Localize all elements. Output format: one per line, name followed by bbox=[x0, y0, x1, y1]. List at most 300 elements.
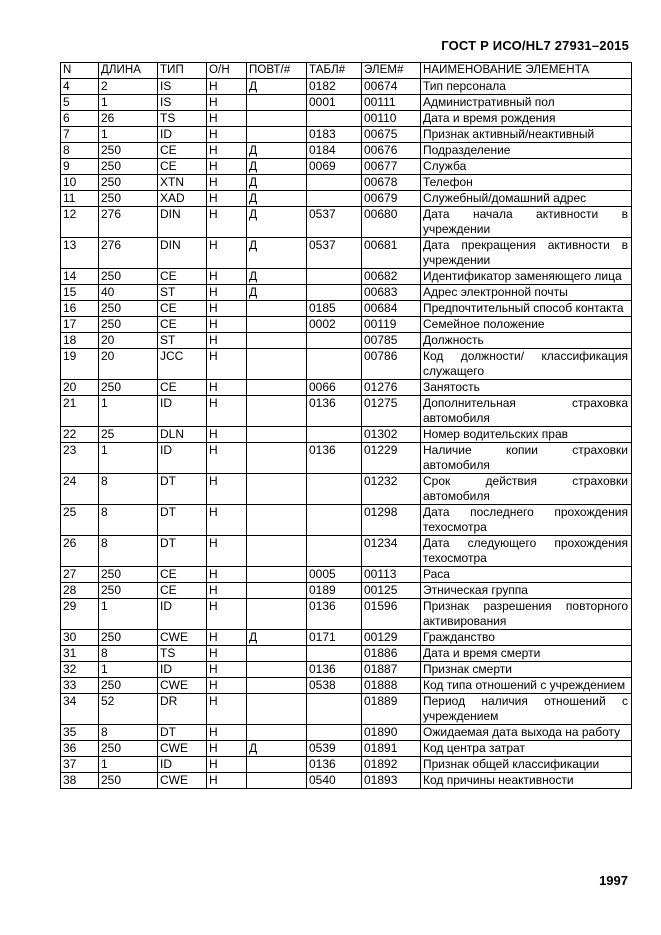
cell-optionality: Н bbox=[207, 191, 247, 207]
cell-n: 7 bbox=[61, 127, 99, 143]
cell-optionality: Н bbox=[207, 333, 247, 349]
cell-table-number bbox=[307, 427, 362, 443]
cell-optionality: Н bbox=[207, 427, 247, 443]
cell-table-number: 0539 bbox=[307, 741, 362, 757]
cell-element-name: Код причины неактивности bbox=[421, 773, 632, 789]
cell-type: ID bbox=[158, 599, 207, 630]
cell-length: 25 bbox=[99, 427, 158, 443]
cell-n: 21 bbox=[61, 396, 99, 427]
cell-n: 5 bbox=[61, 95, 99, 111]
cell-type: XTN bbox=[158, 175, 207, 191]
cell-table-number: 0136 bbox=[307, 396, 362, 427]
column-header-table-number: ТАБЛ# bbox=[307, 63, 362, 79]
table-row bbox=[61, 380, 632, 396]
cell-n: 28 bbox=[61, 583, 99, 599]
cell-repetition bbox=[247, 505, 307, 536]
cell-length: 276 bbox=[99, 207, 158, 238]
cell-optionality: Н bbox=[207, 662, 247, 678]
cell-element-name: Предпочтительный способ контакта bbox=[421, 301, 632, 317]
cell-table-number: 0136 bbox=[307, 599, 362, 630]
table-row bbox=[61, 111, 632, 127]
cell-repetition bbox=[247, 95, 307, 111]
table-row bbox=[61, 630, 632, 646]
cell-optionality: Н bbox=[207, 741, 247, 757]
cell-n: 18 bbox=[61, 333, 99, 349]
cell-optionality: Н bbox=[207, 630, 247, 646]
cell-type: CE bbox=[158, 567, 207, 583]
cell-n: 26 bbox=[61, 536, 99, 567]
cell-length: 8 bbox=[99, 725, 158, 741]
cell-element-number: 01596 bbox=[362, 599, 421, 630]
table-row bbox=[61, 536, 632, 567]
cell-type: CE bbox=[158, 269, 207, 285]
cell-element-number: 00681 bbox=[362, 238, 421, 269]
cell-type: CWE bbox=[158, 741, 207, 757]
cell-length: 1 bbox=[99, 127, 158, 143]
cell-table-number bbox=[307, 175, 362, 191]
cell-repetition bbox=[247, 349, 307, 380]
cell-length: 20 bbox=[99, 349, 158, 380]
cell-table-number: 0184 bbox=[307, 143, 362, 159]
cell-optionality: Н bbox=[207, 143, 247, 159]
cell-repetition bbox=[247, 111, 307, 127]
document-header: ГОСТ Р ИСО/HL7 27931–2015 bbox=[441, 38, 629, 53]
cell-optionality: Н bbox=[207, 646, 247, 662]
cell-n: 16 bbox=[61, 301, 99, 317]
cell-n: 14 bbox=[61, 269, 99, 285]
cell-repetition bbox=[247, 757, 307, 773]
cell-n: 17 bbox=[61, 317, 99, 333]
cell-n: 27 bbox=[61, 567, 99, 583]
column-header-repetition: ПОВТ/# bbox=[247, 63, 307, 79]
cell-optionality: Н bbox=[207, 79, 247, 95]
cell-type: ID bbox=[158, 127, 207, 143]
table-row bbox=[61, 349, 632, 380]
cell-element-name: Семейное положение bbox=[421, 317, 632, 333]
cell-n: 25 bbox=[61, 505, 99, 536]
cell-table-number bbox=[307, 694, 362, 725]
cell-type: ID bbox=[158, 396, 207, 427]
cell-table-number: 0185 bbox=[307, 301, 362, 317]
cell-length: 250 bbox=[99, 773, 158, 789]
cell-element-name: Дата и время рождения bbox=[421, 111, 632, 127]
cell-repetition: Д bbox=[247, 238, 307, 269]
cell-optionality: Н bbox=[207, 349, 247, 380]
cell-length: 250 bbox=[99, 380, 158, 396]
column-header-n: N bbox=[61, 63, 99, 79]
cell-optionality: Н bbox=[207, 175, 247, 191]
cell-optionality: Н bbox=[207, 599, 247, 630]
cell-n: 19 bbox=[61, 349, 99, 380]
cell-element-number: 00129 bbox=[362, 630, 421, 646]
cell-element-number: 00110 bbox=[362, 111, 421, 127]
cell-repetition bbox=[247, 474, 307, 505]
cell-element-number: 01893 bbox=[362, 773, 421, 789]
cell-n: 8 bbox=[61, 143, 99, 159]
cell-length: 8 bbox=[99, 474, 158, 505]
cell-n: 15 bbox=[61, 285, 99, 301]
cell-repetition: Д bbox=[247, 207, 307, 238]
cell-type: TS bbox=[158, 111, 207, 127]
cell-type: CE bbox=[158, 583, 207, 599]
table-body bbox=[61, 79, 632, 789]
cell-length: 8 bbox=[99, 505, 158, 536]
cell-type: DLN bbox=[158, 427, 207, 443]
cell-element-name: Признак разрешения повторного активирования bbox=[421, 599, 632, 630]
table-row bbox=[61, 646, 632, 662]
cell-element-name: Этническая группа bbox=[421, 583, 632, 599]
cell-element-name: Дата прекращения активности в учреждении bbox=[421, 238, 632, 269]
cell-optionality: Н bbox=[207, 725, 247, 741]
cell-element-number: 01275 bbox=[362, 396, 421, 427]
cell-length: 250 bbox=[99, 741, 158, 757]
table-row bbox=[61, 757, 632, 773]
cell-type: CE bbox=[158, 301, 207, 317]
cell-element-number: 01229 bbox=[362, 443, 421, 474]
cell-optionality: Н bbox=[207, 159, 247, 175]
cell-table-number: 0002 bbox=[307, 317, 362, 333]
cell-element-name: Ожидаемая дата выхода на работу bbox=[421, 725, 632, 741]
cell-n: 30 bbox=[61, 630, 99, 646]
cell-element-number: 00785 bbox=[362, 333, 421, 349]
cell-element-number: 01889 bbox=[362, 694, 421, 725]
cell-optionality: Н bbox=[207, 269, 247, 285]
cell-optionality: Н bbox=[207, 694, 247, 725]
table-row bbox=[61, 333, 632, 349]
cell-n: 12 bbox=[61, 207, 99, 238]
table-row bbox=[61, 269, 632, 285]
cell-length: 1 bbox=[99, 599, 158, 630]
cell-type: DT bbox=[158, 474, 207, 505]
cell-n: 23 bbox=[61, 443, 99, 474]
cell-element-name: Код типа отношений с учреждением bbox=[421, 678, 632, 694]
cell-table-number bbox=[307, 505, 362, 536]
table-row bbox=[61, 285, 632, 301]
cell-length: 250 bbox=[99, 317, 158, 333]
cell-optionality: Н bbox=[207, 111, 247, 127]
cell-table-number: 0136 bbox=[307, 757, 362, 773]
cell-n: 22 bbox=[61, 427, 99, 443]
cell-optionality: Н bbox=[207, 380, 247, 396]
cell-table-number: 0136 bbox=[307, 662, 362, 678]
cell-repetition bbox=[247, 396, 307, 427]
cell-repetition: Д bbox=[247, 79, 307, 95]
cell-n: 35 bbox=[61, 725, 99, 741]
table-row bbox=[61, 474, 632, 505]
cell-type: CE bbox=[158, 159, 207, 175]
cell-n: 38 bbox=[61, 773, 99, 789]
cell-n: 31 bbox=[61, 646, 99, 662]
cell-length: 8 bbox=[99, 536, 158, 567]
cell-type: ID bbox=[158, 662, 207, 678]
column-header-optionality: О/Н bbox=[207, 63, 247, 79]
cell-length: 1 bbox=[99, 443, 158, 474]
cell-optionality: Н bbox=[207, 238, 247, 269]
cell-element-number: 00684 bbox=[362, 301, 421, 317]
cell-element-name: Подразделение bbox=[421, 143, 632, 159]
column-header-length: ДЛИНА bbox=[99, 63, 158, 79]
table-row bbox=[61, 79, 632, 95]
cell-element-number: 00674 bbox=[362, 79, 421, 95]
cell-element-name: Номер водительских прав bbox=[421, 427, 632, 443]
cell-element-name: Признак активный/неактивный bbox=[421, 127, 632, 143]
cell-n: 4 bbox=[61, 79, 99, 95]
cell-optionality: Н bbox=[207, 757, 247, 773]
table-row bbox=[61, 191, 632, 207]
cell-element-name: Период наличия отношений с учреждением bbox=[421, 694, 632, 725]
cell-repetition bbox=[247, 127, 307, 143]
cell-table-number: 0001 bbox=[307, 95, 362, 111]
table-row bbox=[61, 175, 632, 191]
cell-n: 29 bbox=[61, 599, 99, 630]
table-row bbox=[61, 207, 632, 238]
cell-length: 250 bbox=[99, 191, 158, 207]
cell-table-number bbox=[307, 269, 362, 285]
cell-optionality: Н bbox=[207, 505, 247, 536]
cell-type: DT bbox=[158, 536, 207, 567]
cell-length: 40 bbox=[99, 285, 158, 301]
cell-length: 250 bbox=[99, 678, 158, 694]
cell-type: CE bbox=[158, 143, 207, 159]
cell-repetition bbox=[247, 301, 307, 317]
cell-element-name: Служба bbox=[421, 159, 632, 175]
cell-element-number: 00675 bbox=[362, 127, 421, 143]
table-row bbox=[61, 443, 632, 474]
cell-table-number: 0183 bbox=[307, 127, 362, 143]
cell-table-number: 0005 bbox=[307, 567, 362, 583]
table-row bbox=[61, 567, 632, 583]
cell-table-number bbox=[307, 191, 362, 207]
cell-length: 250 bbox=[99, 583, 158, 599]
cell-table-number bbox=[307, 646, 362, 662]
cell-length: 250 bbox=[99, 159, 158, 175]
cell-element-number: 00113 bbox=[362, 567, 421, 583]
cell-repetition: Д bbox=[247, 741, 307, 757]
cell-optionality: Н bbox=[207, 678, 247, 694]
cell-optionality: Н bbox=[207, 773, 247, 789]
table-row bbox=[61, 741, 632, 757]
cell-repetition bbox=[247, 427, 307, 443]
column-header-type: ТИП bbox=[158, 63, 207, 79]
cell-type: XAD bbox=[158, 191, 207, 207]
cell-repetition bbox=[247, 333, 307, 349]
cell-element-number: 00786 bbox=[362, 349, 421, 380]
cell-element-number: 00676 bbox=[362, 143, 421, 159]
cell-type: CE bbox=[158, 380, 207, 396]
cell-repetition: Д bbox=[247, 159, 307, 175]
column-header-element-number: ЭЛЕМ# bbox=[362, 63, 421, 79]
cell-type: CWE bbox=[158, 678, 207, 694]
cell-table-number bbox=[307, 474, 362, 505]
cell-type: DIN bbox=[158, 238, 207, 269]
cell-element-number: 00678 bbox=[362, 175, 421, 191]
cell-length: 250 bbox=[99, 143, 158, 159]
cell-n: 34 bbox=[61, 694, 99, 725]
table-row bbox=[61, 773, 632, 789]
cell-element-name: Административный пол bbox=[421, 95, 632, 111]
cell-table-number: 0182 bbox=[307, 79, 362, 95]
cell-element-number: 01232 bbox=[362, 474, 421, 505]
cell-table-number: 0540 bbox=[307, 773, 362, 789]
cell-element-number: 01886 bbox=[362, 646, 421, 662]
cell-n: 33 bbox=[61, 678, 99, 694]
cell-length: 250 bbox=[99, 301, 158, 317]
cell-n: 9 bbox=[61, 159, 99, 175]
cell-type: JCC bbox=[158, 349, 207, 380]
cell-length: 2 bbox=[99, 79, 158, 95]
cell-length: 250 bbox=[99, 175, 158, 191]
table-row bbox=[61, 678, 632, 694]
cell-element-name: Дата следующего прохождения техосмотра bbox=[421, 536, 632, 567]
cell-type: ST bbox=[158, 333, 207, 349]
cell-n: 32 bbox=[61, 662, 99, 678]
cell-repetition: Д bbox=[247, 285, 307, 301]
cell-repetition bbox=[247, 662, 307, 678]
cell-element-name: Наличие копии страховки автомобиля bbox=[421, 443, 632, 474]
cell-element-name: Телефон bbox=[421, 175, 632, 191]
table-row bbox=[61, 662, 632, 678]
cell-element-name: Дата последнего прохождения техосмотра bbox=[421, 505, 632, 536]
cell-element-number: 01888 bbox=[362, 678, 421, 694]
cell-repetition bbox=[247, 694, 307, 725]
cell-length: 26 bbox=[99, 111, 158, 127]
cell-repetition bbox=[247, 678, 307, 694]
cell-table-number bbox=[307, 333, 362, 349]
cell-optionality: Н bbox=[207, 443, 247, 474]
cell-n: 36 bbox=[61, 741, 99, 757]
cell-table-number bbox=[307, 285, 362, 301]
cell-type: CWE bbox=[158, 773, 207, 789]
cell-optionality: Н bbox=[207, 127, 247, 143]
cell-repetition bbox=[247, 380, 307, 396]
cell-n: 6 bbox=[61, 111, 99, 127]
cell-table-number: 0537 bbox=[307, 207, 362, 238]
cell-element-name: Служебный/домашний адрес bbox=[421, 191, 632, 207]
cell-type: CE bbox=[158, 317, 207, 333]
cell-table-number: 0189 bbox=[307, 583, 362, 599]
cell-type: ID bbox=[158, 443, 207, 474]
cell-type: DT bbox=[158, 505, 207, 536]
cell-element-number: 00119 bbox=[362, 317, 421, 333]
table-row bbox=[61, 583, 632, 599]
cell-element-name: Гражданство bbox=[421, 630, 632, 646]
cell-type: DIN bbox=[158, 207, 207, 238]
cell-table-number: 0066 bbox=[307, 380, 362, 396]
cell-repetition: Д bbox=[247, 175, 307, 191]
cell-repetition bbox=[247, 725, 307, 741]
cell-n: 20 bbox=[61, 380, 99, 396]
cell-table-number: 0538 bbox=[307, 678, 362, 694]
table-header-row bbox=[61, 63, 632, 79]
cell-length: 52 bbox=[99, 694, 158, 725]
cell-n: 37 bbox=[61, 757, 99, 773]
cell-repetition: Д bbox=[247, 191, 307, 207]
table-row bbox=[61, 143, 632, 159]
cell-optionality: Н bbox=[207, 285, 247, 301]
cell-repetition: Д bbox=[247, 143, 307, 159]
cell-element-name: Срок действия страховки автомобиля bbox=[421, 474, 632, 505]
cell-repetition: Д bbox=[247, 630, 307, 646]
cell-optionality: Н bbox=[207, 474, 247, 505]
cell-element-number: 00682 bbox=[362, 269, 421, 285]
cell-element-number: 00111 bbox=[362, 95, 421, 111]
cell-table-number: 0537 bbox=[307, 238, 362, 269]
cell-optionality: Н bbox=[207, 536, 247, 567]
cell-element-number: 01887 bbox=[362, 662, 421, 678]
cell-element-name: Признак смерти bbox=[421, 662, 632, 678]
cell-element-name: Дата начала активности в учреждении bbox=[421, 207, 632, 238]
table-row bbox=[61, 505, 632, 536]
table-row bbox=[61, 317, 632, 333]
cell-repetition bbox=[247, 567, 307, 583]
segment-fields-table bbox=[60, 62, 632, 789]
cell-type: ST bbox=[158, 285, 207, 301]
cell-element-number: 00125 bbox=[362, 583, 421, 599]
cell-length: 1 bbox=[99, 95, 158, 111]
cell-length: 8 bbox=[99, 646, 158, 662]
table-row bbox=[61, 238, 632, 269]
cell-type: DR bbox=[158, 694, 207, 725]
table-row bbox=[61, 694, 632, 725]
cell-element-number: 00677 bbox=[362, 159, 421, 175]
cell-repetition bbox=[247, 443, 307, 474]
cell-optionality: Н bbox=[207, 583, 247, 599]
cell-element-name: Код центра затрат bbox=[421, 741, 632, 757]
cell-element-number: 01298 bbox=[362, 505, 421, 536]
cell-repetition bbox=[247, 583, 307, 599]
cell-length: 1 bbox=[99, 396, 158, 427]
table-row bbox=[61, 396, 632, 427]
column-header-element-name: НАИМЕНОВАНИЕ ЭЛЕМЕНТА bbox=[421, 63, 632, 79]
table-row bbox=[61, 427, 632, 443]
cell-element-number: 01891 bbox=[362, 741, 421, 757]
cell-repetition bbox=[247, 773, 307, 789]
cell-length: 250 bbox=[99, 630, 158, 646]
table-row bbox=[61, 301, 632, 317]
cell-element-name: Должность bbox=[421, 333, 632, 349]
cell-n: 24 bbox=[61, 474, 99, 505]
cell-element-name: Тип персонала bbox=[421, 79, 632, 95]
cell-repetition bbox=[247, 536, 307, 567]
table-row bbox=[61, 159, 632, 175]
cell-length: 20 bbox=[99, 333, 158, 349]
cell-element-number: 01234 bbox=[362, 536, 421, 567]
cell-element-number: 01276 bbox=[362, 380, 421, 396]
cell-optionality: Н bbox=[207, 567, 247, 583]
cell-element-name: Код должности/ классификация служащего bbox=[421, 349, 632, 380]
cell-element-number: 00680 bbox=[362, 207, 421, 238]
cell-table-number bbox=[307, 111, 362, 127]
cell-element-number: 01892 bbox=[362, 757, 421, 773]
cell-table-number: 0069 bbox=[307, 159, 362, 175]
cell-table-number: 0171 bbox=[307, 630, 362, 646]
cell-type: CWE bbox=[158, 630, 207, 646]
cell-element-name: Раса bbox=[421, 567, 632, 583]
cell-table-number bbox=[307, 725, 362, 741]
cell-type: ID bbox=[158, 757, 207, 773]
cell-element-number: 00679 bbox=[362, 191, 421, 207]
cell-element-number: 01302 bbox=[362, 427, 421, 443]
cell-element-name: Дополнительная страховка автомобиля bbox=[421, 396, 632, 427]
cell-element-number: 00683 bbox=[362, 285, 421, 301]
table-row bbox=[61, 127, 632, 143]
cell-length: 1 bbox=[99, 662, 158, 678]
cell-repetition bbox=[247, 317, 307, 333]
cell-element-name: Дата и время смерти bbox=[421, 646, 632, 662]
cell-n: 11 bbox=[61, 191, 99, 207]
cell-optionality: Н bbox=[207, 95, 247, 111]
cell-type: TS bbox=[158, 646, 207, 662]
